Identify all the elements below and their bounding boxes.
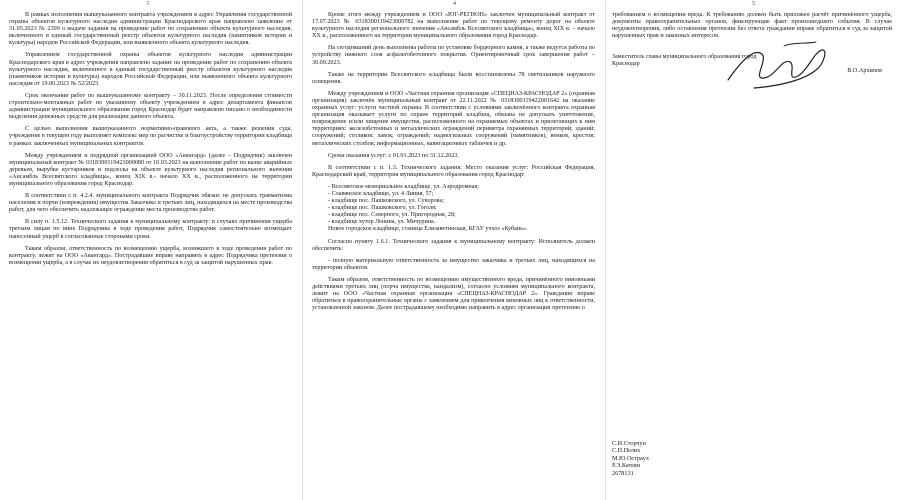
paragraph: С целью выполнения вышеуказанного нормативно-правового акта, а также решения суда, учреждение в текущем году выполняет комплекс мер по расчистке и благоустройству территории кладбища в рамках заключенных муниципальных контрактов. (9, 126, 292, 147)
paragraph: В соответствии с п. 4.2.4. муниципального контракта Подрядчик обязан: не допускать травматизма населения и порчи (повреждения) имущества Заказчика и третьих лиц, находящихся на месте производства работ, для чего обеспечить надлежащее ограждение места производства работ. (9, 193, 292, 214)
executors-list (612, 440, 649, 477)
page-number: 4 (453, 1, 456, 7)
paragraph: Кроме этого между учреждением и ООО «ЮГ-РЕГИОН» заключен муниципальный контракт от 17.07.2023 № 0318300119423000782 на выполнение работ по текущему ремонту дорог на объекте культурного наследия регионального значения «Ансамбль Всесвятского кладбища», конец XIX в. – начало XX в., расположенного на территории муниципального образования город Краснодар. (312, 12, 595, 40)
paragraph: Между учреждением и подрядной организацией ООО «Авангард» (далее – Подрядчик) заключен муниципальный контракт № 0318300119423000080 от 10.03.2023 на выполнение работ по валке аварийных деревьев, вырубке кустарников и подлеска на объекте культурного наследия регионального значения «Ансамбль Всесвятского кладбища», конец XIX в.- начало XX в., расположенного на территории муниципального образования город Краснодар. (9, 152, 292, 187)
document-page-5 (606, 0, 900, 500)
paragraph: Также на территории Всесвятского кладбища были восстановлены 78 светильников наружного освещения. (312, 71, 595, 85)
list-item: - кладбище хутор Ленина, ул. Мичурина. (328, 219, 436, 226)
executor-phone: 2678131 (612, 469, 634, 477)
paragraph: Срок окончания работ по вышеуказанному контракту – 30.11.2023. После определения стоимости строительно-монтажных работ по указанному объекту учреждением в адрес департамента финансов администрации муниципального образования город Краснодар будет направлено письмо о необходимости выделения денежных средств для реализации данного объекта. (9, 92, 292, 121)
page-number: 5 (752, 1, 755, 7)
page-number: 3 (146, 1, 149, 7)
executor: М.Ю.Острaух (612, 454, 649, 462)
paragraph: Управлением государственной охраны объектов культурного наследия администрации Краснодарского края в адрес учреждения направлено задание на проведение работ по сохранению объекта культурного наследия, включенного в единый государственный реестр объектов культурного наследия (памятников истории и культуры) народов Российской Федерации, или выявленного объекта культурного наследия от 19.06.2023 № 52/2023. (9, 52, 292, 87)
handwritten-signature (724, 40, 834, 98)
signature-block (612, 54, 892, 96)
paragraph: Согласно пункту 1.6.1. Технического задания к муниципальному контракту: Исполнитель должен обеспечить: (312, 238, 595, 252)
paragraph: В соответствии с п. 1.3. Технического задания: Место оказания услуг: Российская Федерация, Краснодарский край, территория муниципального образования город Краснодар: (312, 164, 595, 178)
paragraph: Сроки оказания услуг: с 01.01.2023 по 31.12.2023. (328, 152, 459, 159)
signatory-name: В.О.Архипов (847, 68, 882, 75)
document-page-3 (0, 0, 302, 500)
paragraph: Таким образом, ответственность по возмещению имущественного вреда, причинённого виновными действиями третьих лиц (порча имущества, вандализм), согласно условиям муниципального контракта, лежит на ООО «Частная охранная организация «СПЕЦНАЗ-КРАСНОДАР 2». Гражданин вправе обратиться в правоохранительные органы с заявлением для привлечения виновных лиц к ответственности, установленной законом. Далее пострадавшему необходимо направить в адрес организации претензию о (312, 276, 595, 312)
paragraph: требованием о возмещении вреда. К требованию должен быть приложен расчёт причинённого ущерба, документы правоохранительных органов, фиксирующие факт произошедшего события. В случае неудовлетворения, либо оставления претензии без ответа гражданин вправе обратиться в суд за защитой нарушенных прав и законных интересов. (612, 12, 892, 40)
list-item: - кладбище пос. Пашковского, ул. Суворова; (328, 198, 444, 205)
paragraph: - полную материальную ответственность за имущество заказчика и третьих лиц, находящихся на территории объектов. (312, 257, 595, 271)
list-item: - кладбище пос. Пашковского, ул. Гоголя; (328, 205, 437, 212)
paragraph: Между учреждением и ООО «Частная охранная организация «СПЕЦНАЗ-КРАСНОДАР 2» (охранная организация) заключён муниципальный контракт от 22.11.2022 № 0318300119422001642 на оказание охранных услуг: услуги частной охраны. В соответствии с условиями заключённого контракта охранная организация оказывает услуги по охране территорий кладбищ, обязана не допускать уничтожение, повреждение и/или хищение имущества, расположенного на охраняемых объектах и прилегающих к ним территориях: железобетонных и металлических ограждений периметра охраняемых территорий; зданий; сооружений; столиков; лавок; ограждений; надмогильных сооружений (памятников), венков, крестов; металлических столбов; информационных, навигационных табличек и др. (312, 90, 595, 147)
signatory-title: Заместитель главы муниципального образования город Краснодар (612, 54, 757, 68)
list-item: - Всесвятское мемориальное кладбище, ул. Аэродромная; (328, 183, 479, 190)
paragraph: На сегодняшний день выполнены работы по установке бордюрного камня, а также ведутся работы по устройству нижнего слоя асфальтобетонного покрытия. Ориентировочный срок завершения работ – 30.09.2023. (312, 45, 595, 66)
list-item: - кладбище пос. Северного, ул. Пригородная, 28; (328, 212, 456, 219)
list-item: - Славянское кладбище, ул. 4 Линия, 57; (328, 190, 434, 197)
document-page-4 (303, 0, 605, 500)
executor: С.И.Сторчун (612, 440, 646, 447)
paragraph: В рамках исполнения вышеуказанного контракта учреждением в адрес Управления государственной охраны объектов культурного наследия администрации Краснодарского края направлено заявление от 31.05.2023 № 2399 о выдаче задания на проведение работ по сохранению объекта культурного наследия, включенного в единый государственный реестр объектов культурного наследия (памятников истории и культуры) народов Российской Федерации, или выявленного объекта культурного наследия. (9, 12, 292, 47)
list-item: Новое городское кладбище, станица Елизаветинская, КГАУ учхоз «Кубань». (328, 226, 528, 233)
executor: Р.Э.Катеян (612, 462, 641, 470)
paragraph: Таким образом, ответственность по возмещению ущерба, возникшего в ходе проведения работ по контракту, лежит на ООО «Авангард». Пострадавшие вправе направить в адрес Подрядчика претензии о возмещении ущерба, а в случае их неудовлетворения обратиться в суд за защитой нарушенных прав. (9, 245, 292, 266)
paragraph: В силу п. 1.5.12. Технического задания к муниципальному контракту: в случаях причинения ущерба третьим лицам по вине Подрядчика в ходе проведения работ, Подрядчик самостоятельно возмещает нанесенный ущерб в согласованные сторонами сроки. (9, 219, 292, 240)
executor: С.П.Пелих (612, 447, 641, 455)
